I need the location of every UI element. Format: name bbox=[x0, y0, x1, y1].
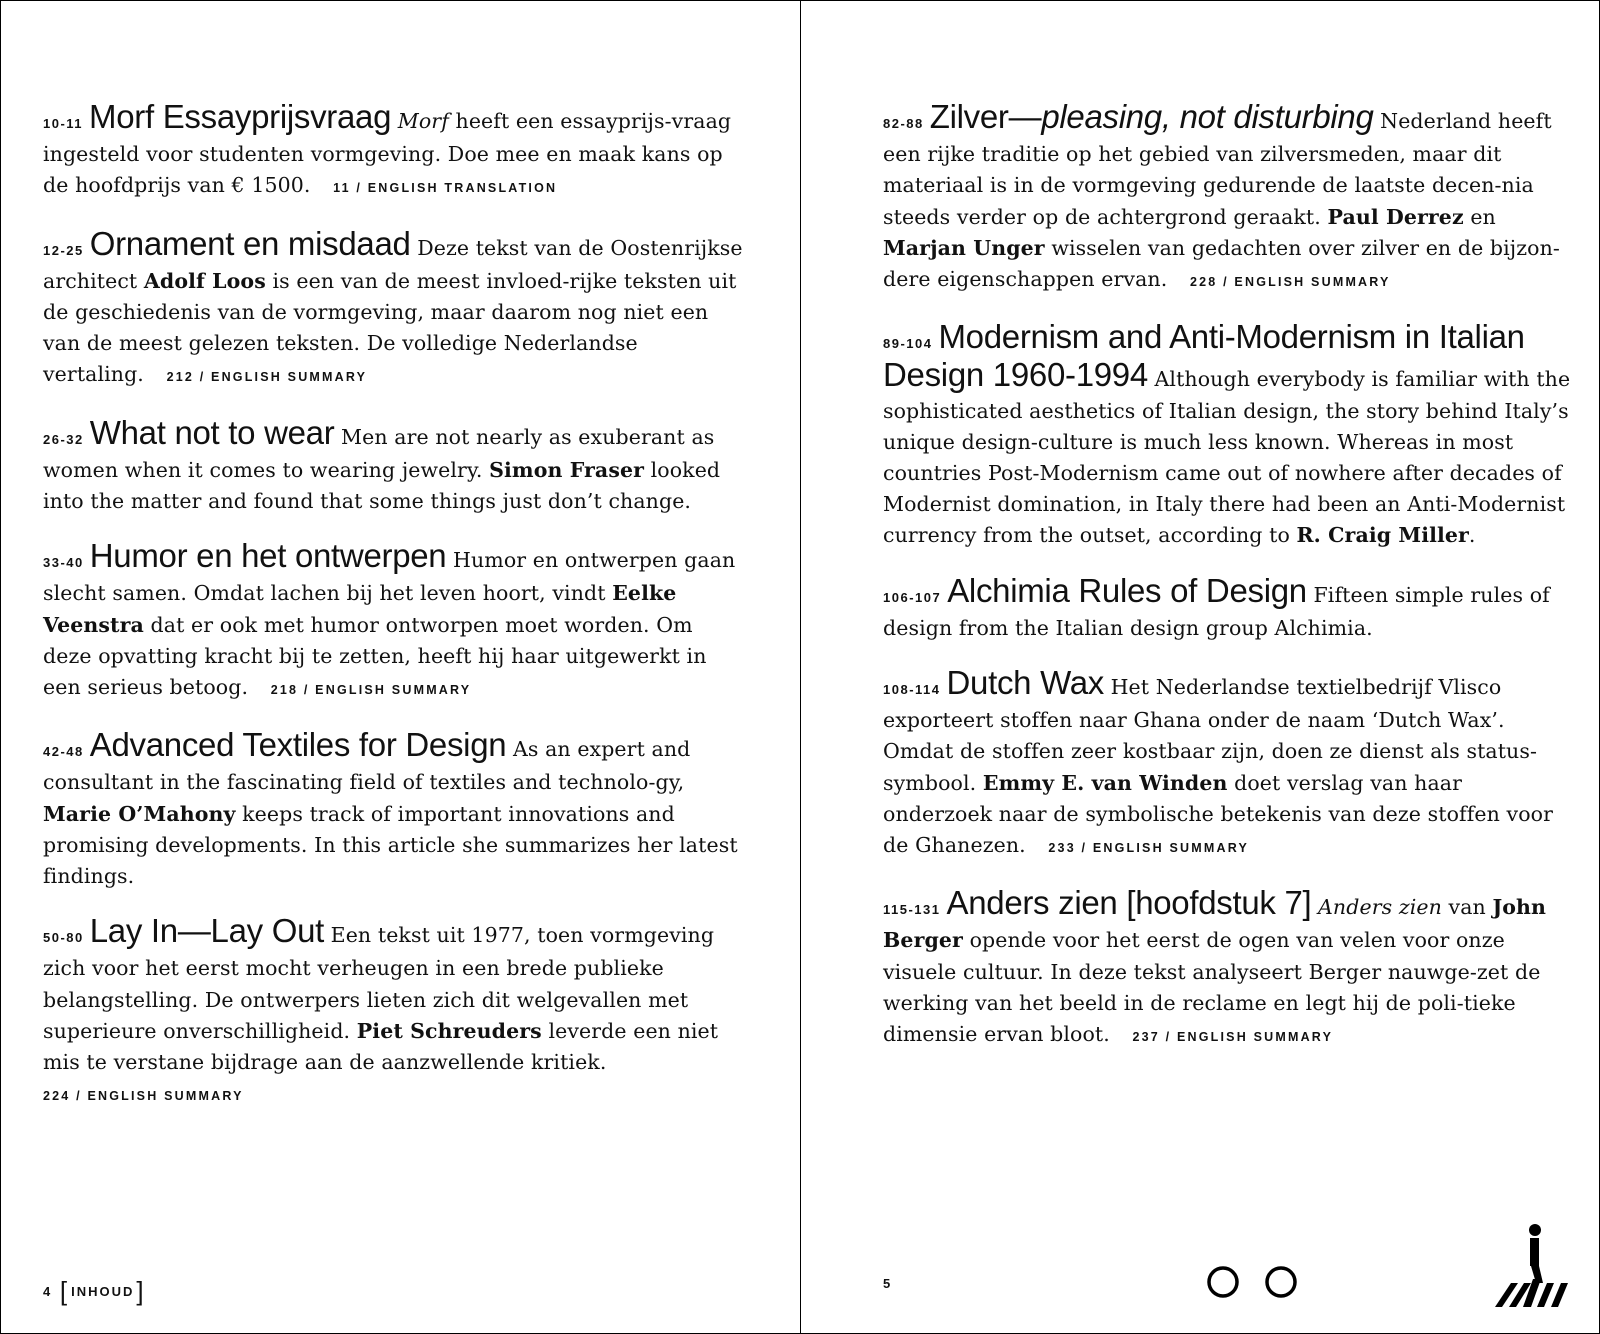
pedestrian-crossing-icon bbox=[1491, 1223, 1571, 1307]
entry-title-italic: pleasing, not disturbing bbox=[1041, 98, 1374, 135]
entry-body: Een tekst uit 1977, toen vormgeving zich voor het eerst mocht verheugen in een brede publieke belangstelling. De ontwerpers lieten zich dit welgevallen met superieure onverschilligheid. bbox=[43, 923, 715, 1043]
entry-title: What not to wear bbox=[89, 413, 335, 451]
toc-entry bbox=[43, 413, 743, 518]
toc-entry bbox=[883, 318, 1573, 551]
entry-title-part: Zilver— bbox=[929, 98, 1042, 135]
entry-body-italic: Anders zien bbox=[1318, 895, 1442, 920]
toc-entry bbox=[883, 98, 1573, 298]
author-name: Simon Fraser bbox=[489, 457, 645, 482]
author-name: Marjan Unger bbox=[883, 235, 1045, 260]
page-number: 5 bbox=[883, 1276, 893, 1291]
entry-body: Nederland heeft een rijke traditie op het gebied van zilversmeden, maar dit materiaal is in de vormgeving gedurende de laatste decen-nia steeds verder op de achtergrond geraakt. bbox=[883, 109, 1552, 229]
entry-body: is een van de meest invloed-rijke teksten uit de geschiedenis van de vormgeving, maar daarom nog niet een van de meest gelezen teksten. De volledige Nederlandse vertaling. bbox=[43, 268, 737, 387]
page-range: 26-32 bbox=[43, 431, 84, 447]
author-name: Piet Schreuders bbox=[356, 1018, 542, 1043]
toc-entry bbox=[43, 224, 743, 394]
entry-body: Fifteen simple rules of design from the Italian design group Alchimia. bbox=[883, 582, 1550, 640]
entry-title: Alchimia Rules of Design bbox=[947, 571, 1307, 609]
page-range: 89-104 bbox=[883, 336, 933, 352]
page-number: 4 bbox=[43, 1284, 53, 1299]
summary-reference: 228 / ENGLISH SUMMARY bbox=[1189, 275, 1391, 290]
page-range: 82-88 bbox=[883, 116, 924, 131]
summary-reference: 237 / ENGLISH SUMMARY bbox=[1132, 1030, 1334, 1045]
summary-reference: 212 / ENGLISH SUMMARY bbox=[166, 370, 368, 385]
summary-reference: 224 / ENGLISH SUMMARY bbox=[43, 1089, 244, 1104]
entry-body: Humor en ontwerpen gaan slecht samen. Omdat lachen bij het leven hoort, vindt bbox=[43, 548, 736, 606]
page-range: 106-107 bbox=[883, 589, 942, 605]
entry-title: Humor en het ontwerpen bbox=[89, 537, 447, 575]
entry-body: keeps track of important innovations and promising developments. In this article she summarizes her latest findings. bbox=[43, 801, 738, 889]
page-range: 12-25 bbox=[43, 242, 84, 258]
entry-title: Lay In—Lay Out bbox=[89, 912, 325, 950]
toc-entry bbox=[43, 912, 743, 1112]
close-bracket: ] bbox=[136, 1276, 146, 1306]
toc-entry bbox=[43, 537, 743, 706]
left-page-contents bbox=[43, 98, 743, 1135]
author-name: Adolf Loos bbox=[143, 268, 266, 293]
entry-body: looked into the matter and found that some things just don’t change. bbox=[43, 457, 721, 514]
entry-body: dat er ook met humor ontworpen moet worden. Om deze opvatting kracht bij te zetten, heeft hij haar uitgewerkt in een serieus betoog. bbox=[43, 612, 707, 700]
author-name: Marie O’Mahony bbox=[43, 801, 236, 826]
entry-body: opende voor het eerst de ogen van velen voor onze visuele cultuur. In deze tekst analyseert Berger nauwge-zet de werking van het beeld in de reclame en legt hij de poli-tieke dimensie ervan bloot. bbox=[883, 928, 1541, 1047]
two-circles-icon bbox=[1205, 1265, 1305, 1299]
section-name: INHOUD bbox=[71, 1284, 135, 1299]
entry-body: . bbox=[1468, 523, 1476, 548]
entry-body: doet verslag van haar onderzoek naar de symbolische betekenis van deze stoffen voor de Ghanezen. bbox=[883, 770, 1554, 858]
entry-body: heeft een essayprijs-vraag ingesteld voor studenten vormgeving. Doe mee en maak kans op de hoofdprijs van € 1500. bbox=[43, 109, 732, 198]
entry-body: wisselen van gedachten over zilver en de bijzon-dere eigenschappen ervan. bbox=[883, 235, 1560, 292]
entry-title: Dutch Wax bbox=[946, 664, 1104, 702]
entry-title: Modernism and Anti-Modernism in Italian Design 1960-1994 bbox=[883, 318, 1525, 394]
entry-body: Het Nederlandse textielbedrijf Vlisco exporteert stoffen naar Ghana onder de naam ‘Dutch Wax’. Omdat de stoffen zeer kostbaar zijn, doen ze dienst als status-symbool. bbox=[883, 675, 1538, 795]
author-name: Emmy E. van Winden bbox=[982, 770, 1228, 795]
toc-entry bbox=[883, 571, 1573, 644]
summary-reference: 218 / ENGLISH SUMMARY bbox=[270, 683, 472, 698]
entry-body: As an expert and consultant in the fascinating field of textiles and technolo-gy, bbox=[43, 737, 691, 795]
toc-entry bbox=[883, 884, 1573, 1053]
entry-title: Morf Essayprijsvraag bbox=[89, 98, 392, 135]
page-range: 10-11 bbox=[43, 116, 84, 131]
page-gutter-rule bbox=[800, 1, 801, 1333]
entry-body: Deze tekst van de Oostenrijkse architect bbox=[43, 235, 743, 293]
entry-body: Men are not nearly as exuberant as women when it comes to wearing jewelry. bbox=[43, 424, 715, 482]
page-range: 42-48 bbox=[43, 744, 84, 760]
author-name: R. Craig Miller bbox=[1296, 523, 1469, 548]
entry-body: en bbox=[1470, 204, 1496, 229]
page-range: 115-131 bbox=[883, 902, 941, 918]
page-range: 50-80 bbox=[43, 930, 84, 946]
toc-entry bbox=[43, 726, 743, 892]
right-folio bbox=[883, 1276, 892, 1291]
right-page-contents bbox=[883, 98, 1573, 1076]
entry-title: Ornament en misdaad bbox=[89, 224, 411, 262]
author-name: John Berger bbox=[883, 895, 1547, 953]
toc-entry bbox=[43, 98, 743, 205]
left-folio bbox=[43, 1276, 148, 1307]
entry-title: Anders zien [hoofdstuk 7] bbox=[946, 884, 1312, 922]
summary-reference: 11 / ENGLISH TRANSLATION bbox=[333, 181, 558, 196]
entry-body: Although everybody is familiar with the sophisticated aesthetics of Italian design, the story behind Italy’s unique design-culture is much less known. Whereas in most countries Post-Modernism came out of nowhere after decades of Modernist domination, in Italy there had been an Anti-Modernist currency from the outset, according to bbox=[883, 367, 1571, 548]
entry-title bbox=[930, 98, 1374, 135]
open-bracket: [ bbox=[59, 1276, 70, 1306]
author-name: Eelke Veenstra bbox=[43, 581, 677, 637]
page-range: 33-40 bbox=[43, 555, 84, 571]
page-range: 108-114 bbox=[883, 682, 941, 698]
entry-body: leverde een niet mis te verstane bijdrage aan de aanzwellende kritiek. bbox=[43, 1018, 719, 1075]
toc-entry bbox=[883, 664, 1573, 864]
entry-body: van bbox=[1448, 895, 1486, 920]
summary-reference: 233 / ENGLISH SUMMARY bbox=[1048, 841, 1250, 856]
author-name: Paul Derrez bbox=[1327, 204, 1464, 229]
entry-body-italic: Morf bbox=[397, 109, 449, 133]
entry-title: Advanced Textiles for Design bbox=[89, 726, 507, 764]
